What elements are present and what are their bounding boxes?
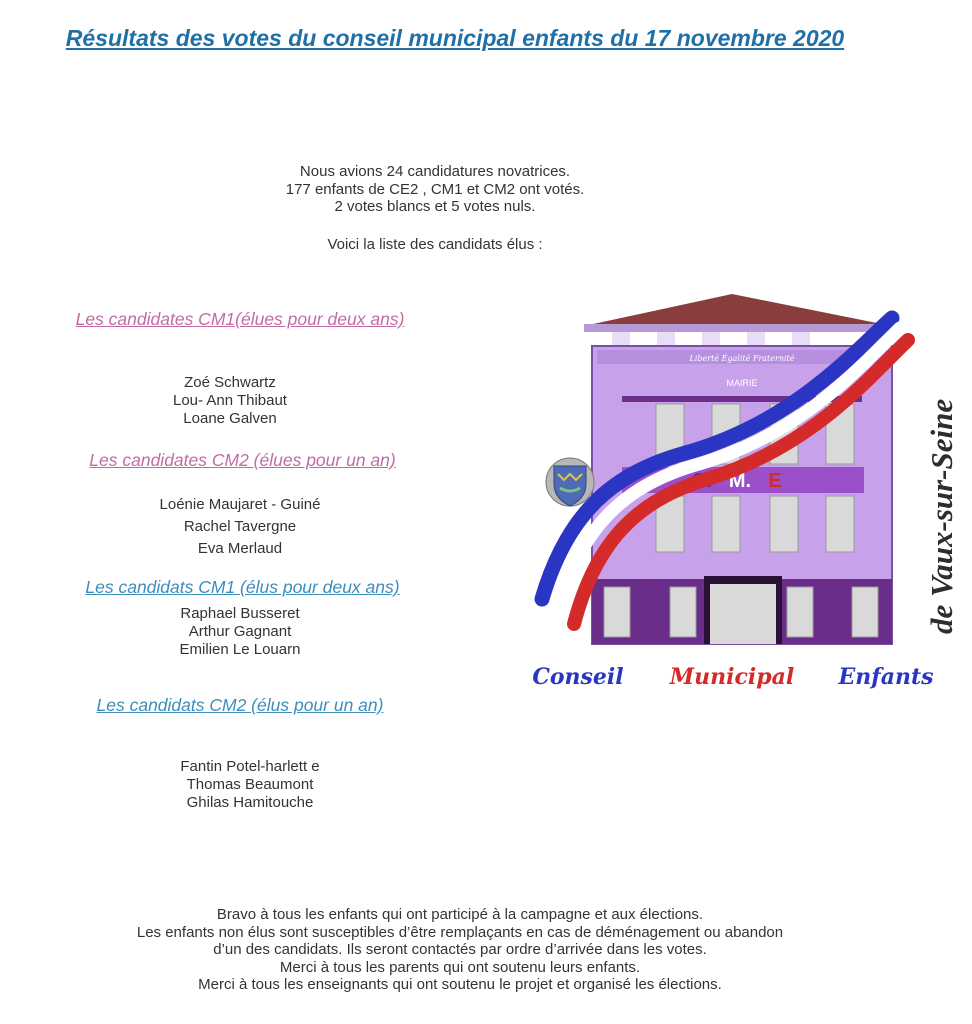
cme-letter-c: C. bbox=[692, 470, 712, 492]
list-item: Arthur Gagnant bbox=[188, 623, 292, 640]
section-heading-cm1-boys: Les candidats CM1 (élus pour deux ans) bbox=[85, 577, 400, 597]
name-list-cm1-girls bbox=[130, 374, 330, 428]
intro-line: Nous avions 24 candidatures novatrices. bbox=[299, 163, 571, 180]
caption-conseil: Conseil bbox=[532, 664, 624, 690]
section-heading-cm2-boys: Les candidats CM2 (élus pour un an) bbox=[96, 695, 384, 715]
footer-line: Les enfants non élus sont susceptibles d’être remplaçants en cas de déménagement ou abandon bbox=[136, 923, 784, 941]
footer-line: Bravo à tous les enfants qui ont participé à la campagne et aux élections. bbox=[216, 906, 704, 923]
list-intro: Voici la liste des candidats élus : bbox=[327, 235, 543, 253]
footer-text bbox=[10, 906, 910, 994]
side-town-name: de Vaux-sur-Seine bbox=[924, 398, 959, 634]
list-item: Rachel Tavergne bbox=[183, 518, 297, 535]
intro-line: 2 votes blancs et 5 votes nuls. bbox=[334, 198, 536, 215]
coat-of-arms-icon bbox=[546, 458, 594, 506]
footer-line: Merci à tous les enseignants qui ont soutenu le projet et organisé les élections. bbox=[198, 976, 722, 993]
cme-letter-m: M. bbox=[728, 470, 752, 492]
list-item: Loénie Maujaret - Guiné bbox=[159, 496, 321, 513]
intro-text bbox=[200, 163, 670, 253]
list-item: Thomas Beaumont bbox=[186, 776, 314, 793]
building-cornice bbox=[584, 324, 892, 332]
caption-municipal: Municipal bbox=[669, 664, 795, 690]
list-item: Loane Galven bbox=[183, 410, 277, 427]
list-item: Zoé Schwartz bbox=[184, 374, 276, 391]
building-roof bbox=[584, 294, 892, 326]
footer-line: d’un des candidats. Ils seront contactés par ordre d’arrivée dans les votes. bbox=[213, 941, 707, 958]
cme-letter-e: E bbox=[768, 470, 782, 492]
list-item: Lou- Ann Thibaut bbox=[173, 392, 287, 409]
intro-line: 177 enfants de CE2 , CM1 et CM2 ont votés. bbox=[285, 180, 585, 198]
footer-line: Merci à tous les parents qui ont soutenu leurs enfants. bbox=[279, 958, 641, 976]
list-item: Raphael Busseret bbox=[180, 605, 300, 622]
logo-motto: Liberté Égalité Fraternité bbox=[689, 354, 795, 363]
cme-logo bbox=[492, 284, 962, 694]
list-item: Fantin Potel-harlett e bbox=[180, 758, 320, 775]
logo-mairie: MAIRIE bbox=[726, 378, 758, 388]
name-list-cm2-girls bbox=[120, 494, 360, 560]
name-list-cm1-boys bbox=[140, 605, 340, 659]
page-title: Résultats des votes du conseil municipal enfants du 17 novembre 2020 bbox=[65, 25, 845, 51]
section-heading-cm2-girls: Les candidates CM2 (élues pour un an) bbox=[89, 450, 396, 470]
list-item: Ghilas Hamitouche bbox=[186, 794, 314, 811]
list-item: Eva Merlaud bbox=[197, 540, 283, 557]
name-list-cm2-boys bbox=[140, 758, 360, 812]
list-item: Emilien Le Louarn bbox=[179, 641, 301, 658]
section-heading-cm1-girls: Les candidates CM1(élues pour deux ans) bbox=[75, 309, 405, 329]
caption-enfants: Enfants bbox=[838, 664, 934, 690]
